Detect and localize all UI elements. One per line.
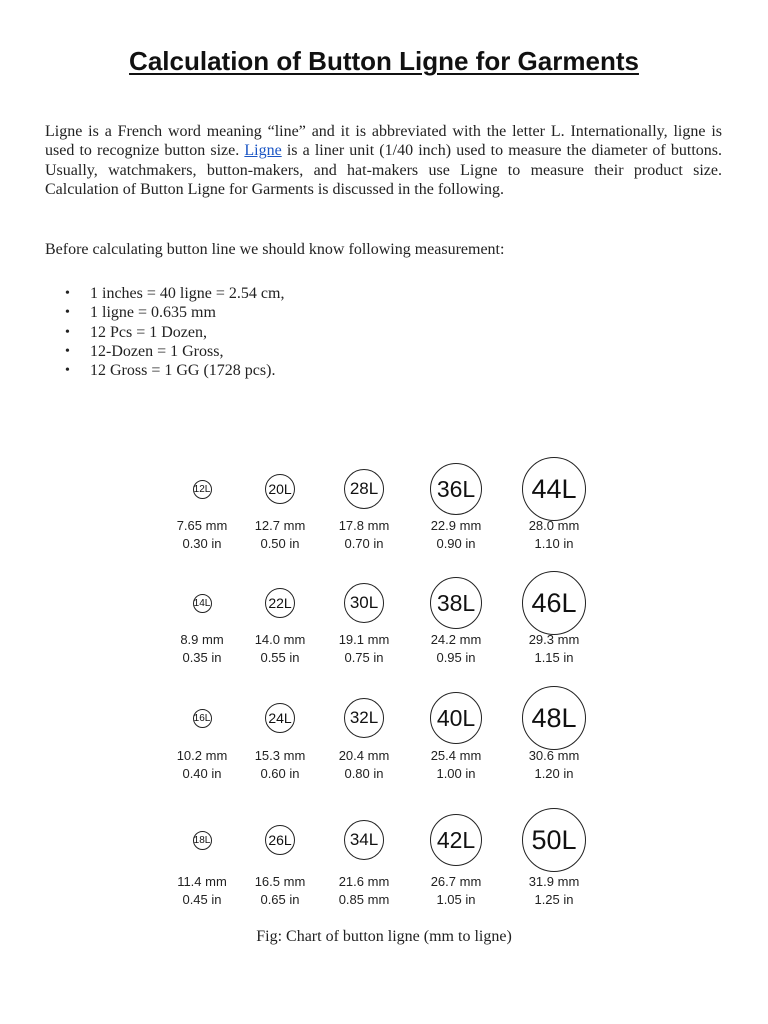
button-size-inch: 0.45 in bbox=[182, 892, 222, 907]
button-size-inch: 0.95 in bbox=[436, 650, 476, 665]
button-size-inch: 0.75 in bbox=[344, 650, 384, 665]
button-size-inch: 0.90 in bbox=[436, 536, 476, 551]
button-size-circle: 38L bbox=[430, 577, 482, 629]
button-size-mm: 10.2 mm bbox=[176, 748, 228, 763]
button-size-circle: 48L bbox=[522, 686, 586, 750]
button-size-circle: 14L bbox=[193, 594, 212, 613]
button-size-circle: 28L bbox=[344, 469, 384, 509]
button-size-inch: 0.50 in bbox=[260, 536, 300, 551]
list-item-text: 1 inches = 40 ligne = 2.54 cm, bbox=[90, 285, 285, 302]
button-size-circle: 44L bbox=[522, 457, 586, 521]
button-size-circle: 12L bbox=[193, 480, 212, 499]
button-size-mm: 15.3 mm bbox=[254, 748, 306, 763]
button-size-mm: 21.6 mm bbox=[338, 874, 390, 889]
bullet-icon: • bbox=[65, 305, 70, 321]
button-size-inch: 0.30 in bbox=[182, 536, 222, 551]
button-size-circle: 34L bbox=[344, 820, 384, 860]
button-size-inch: 0.80 in bbox=[344, 766, 384, 781]
button-size-inch: 1.20 in bbox=[534, 766, 574, 781]
button-size-inch: 1.25 in bbox=[534, 892, 574, 907]
button-size-mm: 7.65 mm bbox=[176, 518, 228, 533]
figure-caption: Fig: Chart of button ligne (mm to ligne) bbox=[256, 928, 512, 945]
bullet-icon: • bbox=[65, 286, 70, 301]
button-size-inch: 0.85 mm bbox=[338, 892, 390, 907]
bullet-icon: • bbox=[65, 324, 70, 340]
button-size-mm: 17.8 mm bbox=[338, 518, 390, 533]
button-size-circle: 24L bbox=[265, 703, 295, 733]
list-item-text: 1 ligne = 0.635 mm bbox=[90, 304, 216, 322]
list-item-text: 12-Dozen = 1 Gross, bbox=[90, 342, 224, 360]
button-size-mm: 14.0 mm bbox=[254, 632, 306, 647]
list-item-text: 12 Gross = 1 GG (1728 pcs). bbox=[90, 362, 276, 380]
button-size-mm: 19.1 mm bbox=[338, 632, 390, 647]
button-size-mm: 22.9 mm bbox=[430, 518, 482, 533]
button-size-mm: 30.6 mm bbox=[528, 748, 580, 763]
button-size-inch: 0.40 in bbox=[182, 766, 222, 781]
button-size-mm: 25.4 mm bbox=[430, 748, 482, 763]
button-size-circle: 20L bbox=[265, 474, 295, 504]
intro-text-before-link: Ligne is a French word meaning “line” and it is abbreviated with the letter L. Internationally, ligne is used to recognize button size. bbox=[45, 123, 722, 160]
button-size-circle: 30L bbox=[344, 583, 384, 623]
button-size-inch: 1.00 in bbox=[436, 766, 476, 781]
ligne-link[interactable]: Ligne bbox=[244, 142, 282, 160]
button-size-circle: 18L bbox=[193, 831, 212, 850]
button-size-mm: 29.3 mm bbox=[528, 632, 580, 647]
button-size-mm: 26.7 mm bbox=[430, 874, 482, 889]
button-size-mm: 28.0 mm bbox=[528, 518, 580, 533]
button-size-circle: 50L bbox=[522, 808, 586, 872]
button-size-mm: 16.5 mm bbox=[254, 874, 306, 889]
button-size-circle: 22L bbox=[265, 588, 295, 618]
button-size-circle: 16L bbox=[193, 709, 212, 728]
button-size-inch: 0.70 in bbox=[344, 536, 384, 551]
button-size-circle: 32L bbox=[344, 698, 384, 738]
button-size-inch: 1.10 in bbox=[534, 536, 574, 551]
button-size-inch: 0.65 in bbox=[260, 892, 300, 907]
page-title: Calculation of Button Ligne for Garments bbox=[129, 46, 639, 76]
button-size-inch: 1.15 in bbox=[534, 650, 574, 665]
bullet-icon: • bbox=[65, 343, 70, 359]
button-size-circle: 42L bbox=[430, 814, 482, 866]
button-size-mm: 8.9 mm bbox=[180, 632, 224, 647]
button-size-circle: 40L bbox=[430, 692, 482, 744]
intro-text-after-link: is a liner unit (1/40 inch) used to measure the diameter of buttons. Usually, watchmakers, button-makers, and hat-makers use Ligne to measure their product size. Calculation of Button Ligne for Garments is discussed in the following. bbox=[45, 142, 723, 198]
button-size-mm: 20.4 mm bbox=[338, 748, 390, 763]
button-size-mm: 24.2 mm bbox=[430, 632, 482, 647]
button-size-circle: 26L bbox=[265, 825, 295, 855]
list-item-text: 12 Pcs = 1 Dozen, bbox=[90, 323, 208, 341]
button-size-mm: 12.7 mm bbox=[254, 518, 306, 533]
button-size-mm: 31.9 mm bbox=[528, 874, 580, 889]
lead-in-paragraph: Before calculating button line we should know following measurement: bbox=[45, 241, 505, 258]
button-size-circle: 36L bbox=[430, 463, 482, 515]
button-size-inch: 1.05 in bbox=[436, 892, 476, 907]
button-size-inch: 0.55 in bbox=[260, 650, 300, 665]
button-size-inch: 0.60 in bbox=[260, 766, 300, 781]
bullet-icon: • bbox=[65, 363, 70, 379]
button-size-inch: 0.35 in bbox=[182, 650, 222, 665]
button-size-mm: 11.4 mm bbox=[177, 874, 227, 889]
button-size-circle: 46L bbox=[522, 571, 586, 635]
